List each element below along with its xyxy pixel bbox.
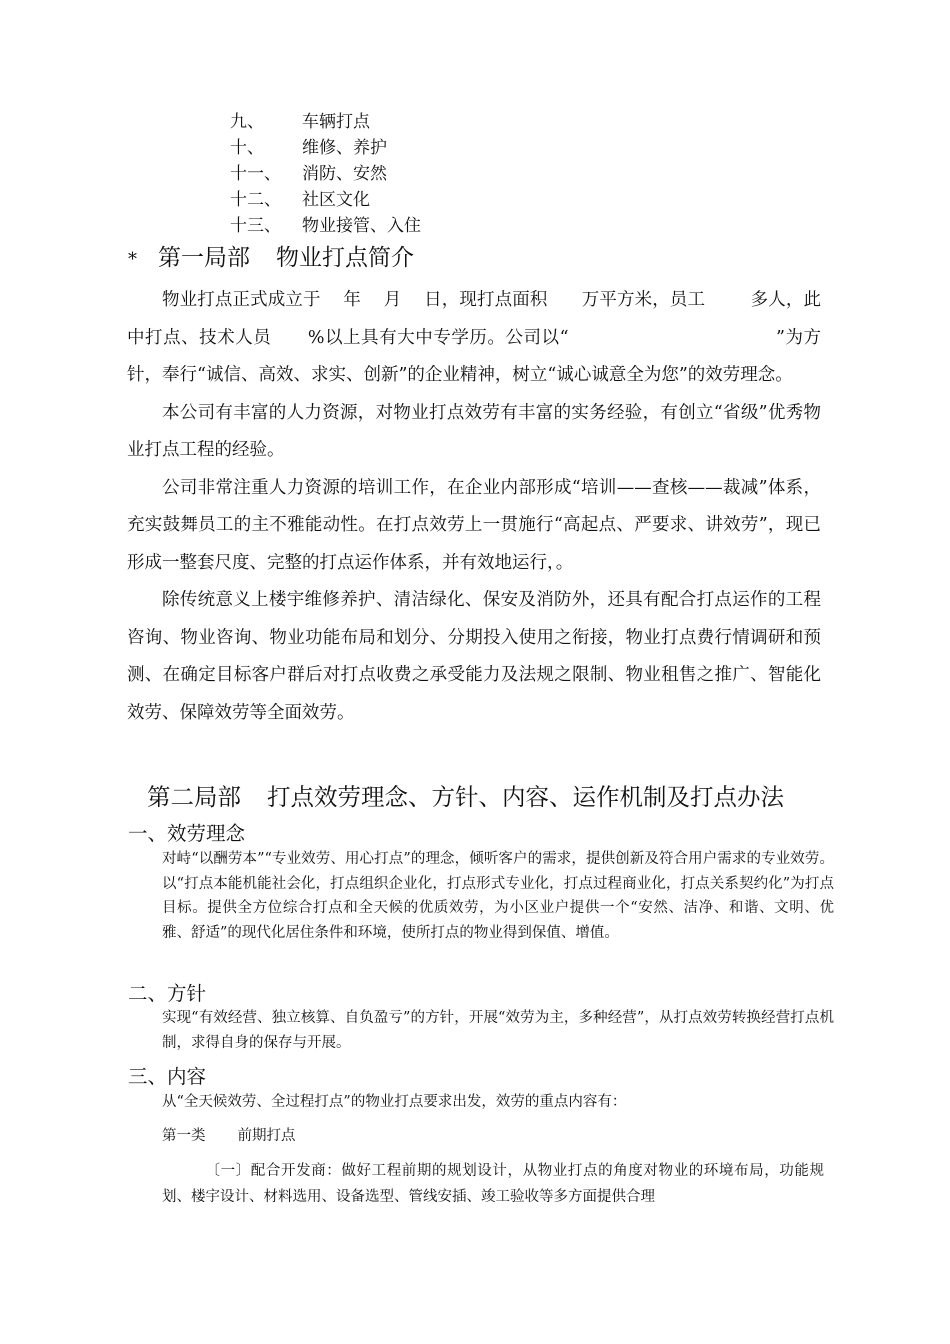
toc-item	[230, 213, 421, 239]
toc-item	[230, 109, 421, 135]
category-heading	[162, 1124, 296, 1148]
part-one-heading	[128, 240, 414, 278]
toc-title: 维修、养护	[302, 138, 387, 158]
part-one-label: 第一局部	[158, 245, 250, 271]
category-label: 第一类	[162, 1128, 206, 1144]
toc-title: 消防、安然	[302, 164, 387, 184]
toc-title: 车辆打点	[302, 112, 370, 132]
paragraph: 除传统意义上楼宇维修养护、清洁绿化、保安及消防外，还具有配合打点运作的工程咨询、物业咨询、物业功能布局和划分、分期投入使用之衔接，物业打点费行情调研和预测、在确定目标客户群后对打点收费之承受能力及法规之限制、物业租售之推广、智能化效劳、保障效劳等全面效劳。	[127, 590, 821, 723]
section-heading: 一、效劳理念	[128, 822, 246, 845]
paragraph: 本公司有丰富的人力资源，对物业打点效劳有丰富的实务经验，有创立“省级”优秀物业打点工程的经验。	[127, 402, 821, 460]
section-heading: 三、内容	[128, 1065, 207, 1088]
toc-item	[230, 187, 421, 213]
toc-number: 十、	[230, 138, 264, 158]
part-two-title: 打点效劳理念、方针、内容、运作机制及打点办法	[267, 783, 784, 811]
paragraph: 〔一〕配合开发商：做好工程前期的规划设计，从物业打点的角度对物业的环境布局，功能规划、楼宇设计、材料选用、设备选型、管线安插、竣工验收等多方面提供合理	[162, 1163, 824, 1205]
item-paragraph-container	[162, 1158, 824, 1210]
part-one-title: 物业打点简介	[276, 245, 414, 271]
section-heading: 二、方针	[128, 982, 207, 1005]
paragraph: 物业打点正式成立于 年 月 日，现打点面积 万平方米，员工 多人，此中打点、技术人员 %以上具有大中专学历。公司以“ ”为方针，奉行“诚信、高效、求实、创新”的企业精神，树立“诚心诚意全为您”的效劳理念。	[127, 290, 821, 385]
toc-item	[230, 135, 421, 161]
section-body	[162, 1090, 834, 1115]
bullet-mark: *	[128, 249, 137, 270]
paragraph: 从“全天候效劳、全过程打点”的物业打点要求出发，效劳的重点内容有：	[162, 1094, 627, 1110]
paragraph: 对峙“以酬劳本”“专业效劳、用心打点”的理念，倾听客户的需求，提供创新及符合用户需求的专业效劳。以“打点本能机能社会化，打点组织企业化，打点形式专业化，打点过程商业化，打点关系契约化”为打点目标。提供全方位综合打点和全天候的优质效劳，为小区业户提供一个“安然、洁净、和谐、文明、优雅、舒适”的现代化居住条件和环境，使所打点的物业得到保值、增值。	[162, 851, 834, 941]
section-body	[162, 847, 834, 945]
paragraph: 实现“有效经营、独立核算、自负盈亏”的方针，开展“效劳为主，多种经营”，从打点效劳转换经营打点机制，求得自身的保存与开展。	[162, 1010, 834, 1051]
toc-number: 十二、	[230, 190, 281, 210]
toc-title: 社区文化	[302, 190, 370, 210]
toc-item	[230, 161, 421, 187]
toc-number: 十三、	[230, 216, 281, 236]
part-two-label: 第二局部	[147, 783, 241, 811]
toc-number: 九、	[230, 112, 264, 132]
category-title: 前期打点	[237, 1128, 296, 1144]
part-one-body	[127, 282, 821, 732]
section-body	[162, 1006, 834, 1055]
part-two-heading	[147, 777, 784, 817]
toc-list	[230, 109, 421, 239]
paragraph: 公司非常注重人力资源的培训工作，在企业内部形成“培训——查核——裁减”体系，充实鼓舞员工的主不雅能动性。在打点效劳上一贯施行“高起点、严要求、讲效劳”，现已形成一整套尺度、完整的打点运作体系，并有效地运行，。	[127, 477, 821, 573]
toc-number: 十一、	[230, 164, 281, 184]
toc-title: 物业接管、入住	[302, 216, 421, 236]
